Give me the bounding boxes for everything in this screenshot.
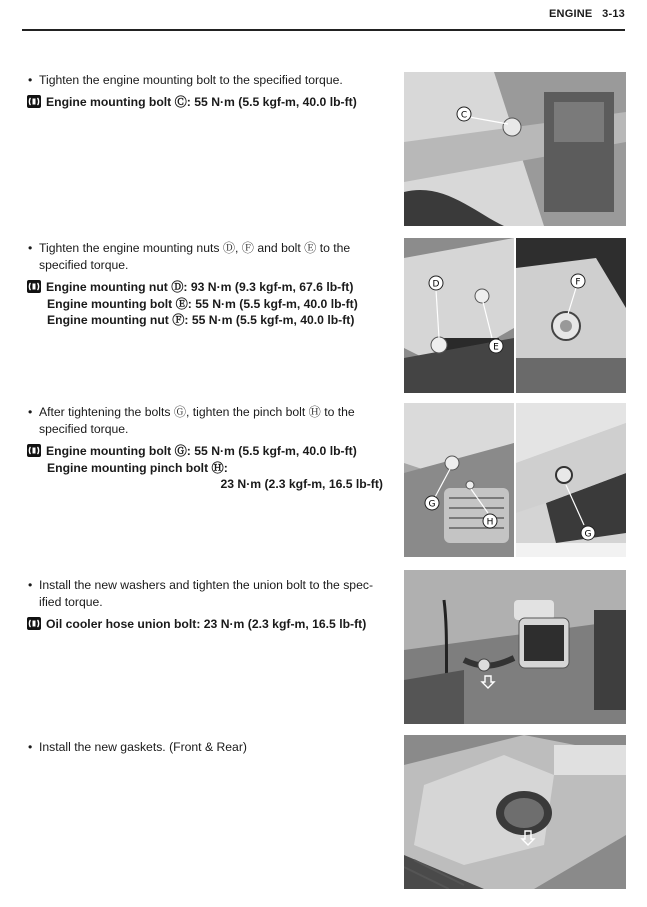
step-2-torque-spec: Engine mounting nut Ⓓ: 93 N·m (9.3 kgf-m, 67.6 lb-ft) Engine mounting bolt Ⓔ: 55 N·m (5.5 kgf-m, 40.0 lb-ft) Engine mounting nut Ⓕ: 55 N·m (5.5 kgf-m, 40.0 lb-ft) <box>27 279 397 329</box>
callout-g-right: G <box>584 529 592 540</box>
header-rule <box>22 29 625 31</box>
torque-wrench-icon <box>27 617 41 630</box>
callout-h: H <box>486 517 494 528</box>
torque-wrench-icon <box>27 280 41 293</box>
step-1-instruction: • Tighten the engine mounting bolt to the specified torque. <box>28 73 343 87</box>
callout-e: E <box>493 342 499 353</box>
photo-engine-mounting-bolt-g-right <box>516 403 626 557</box>
step-3-instruction: • After tightening the bolts Ⓖ, tighten the pinch bolt Ⓗ to the specified torque. <box>28 405 355 436</box>
step-2-instruction: • Tighten the engine mounting nuts Ⓓ, Ⓕ and bolt Ⓔ to the specified torque. <box>28 241 351 272</box>
callout-c: C <box>460 110 468 121</box>
torque-wrench-icon <box>27 444 41 457</box>
photo-oil-cooler-hose-union-bolt <box>404 570 626 724</box>
step-3-torque-spec: Engine mounting bolt Ⓖ: 55 N·m (5.5 kgf-m, 40.0 lb-ft) Engine mounting pinch bolt Ⓗ: 23 N·m (2.3 kgf-m, 16.5 lb-ft) <box>27 443 397 493</box>
step-1-torque-spec: Engine mounting bolt Ⓒ: 55 N·m (5.5 kgf-m, 40.0 lb-ft) <box>27 94 397 111</box>
step-4-torque-spec: Oil cooler hose union bolt: 23 N·m (2.3 kgf-m, 16.5 lb-ft) <box>27 616 397 633</box>
callout-g: G <box>428 499 436 510</box>
step-5-instruction: • Install the new gaskets. (Front & Rear) <box>28 740 247 754</box>
callout-f: F <box>575 277 581 288</box>
page-number: 3-13 <box>602 8 625 20</box>
photo-new-gaskets <box>404 735 626 889</box>
photo-engine-mounting-bolt-c <box>404 72 626 226</box>
photo-engine-mounting-bolt-g-pinch-h <box>404 403 514 557</box>
torque-wrench-icon <box>27 95 41 108</box>
header-title <box>549 8 625 20</box>
section-name: ENGINE <box>549 8 593 20</box>
photo-engine-mounting-nuts-d-e <box>404 238 514 393</box>
callout-d: D <box>432 279 440 290</box>
photo-engine-mounting-nut-f <box>516 238 626 393</box>
step-4-instruction: • Install the new washers and tighten the union bolt to the spec- ified torque. <box>28 578 374 609</box>
